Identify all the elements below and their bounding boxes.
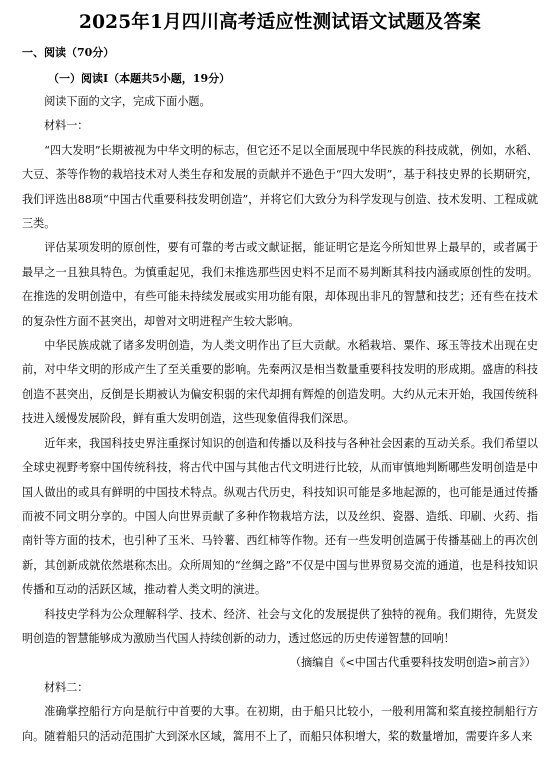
subsection-heading: （一）阅读Ⅰ（本题共5小题，19分） [48,72,231,85]
section-heading: 一、阅读（70分） [22,46,115,59]
material-two-paragraph: 准确掌控船行方向是航行中首要的大事。在初期，由于船只比较小，一般利用篙和桨直接控制船行方向。随着船只的活动范围扩大到深水区域，篙用不上了，而船只体积增大，桨的数量增加，需要许多人来 [22,705,538,743]
document-title: 2025年1月四川高考适应性测试语文试题及答案 [79,12,481,33]
material-two-label: 材料二： [44,680,89,694]
paragraph-1: “四大发明”长期被视为中华文明的标志，但它还不足以全面展现中华民族的科技成就，例如，水稻、大豆、茶等作物的栽培技术对人类生存和发展的贡献并不逊色于“四大发明”，基于科技史界的长期研究，我们评选出88项“中国古代重要科技发明创造”，并将它们大致分为科学发现与创造、技术发明、工程成就三类。 [22,143,538,231]
paragraph-4: 近年来，我国科技史界注重探讨知识的创造和传播以及科技与各种社会因素的互动关系。我们希望以全球史视野考察中国传统科技，将古代中国与其他古代文明进行比较，从而审慎地判断哪些发明创造是中国人做出的或具有鲜明的中国技术特点。纵观古代历史，科技知识可能是多地起源的，也可能是通过传播而被不同文明分享的。中国人向世界贡献了多种作物栽培方法，以及丝织、瓷器、造纸、印刷、火药、指南针等方面的技术，也引种了玉米、马铃薯、西红柿等作物。还有一些发明创造属于传播基础上的再次创新，其创新成就依然堪称杰出。众所周知的“丝绸之路”不仅是中国与世界贸易交流的通道，也是科技知识传播和互动的活跃区域，推动着人类文明的演进。 [22,436,538,597]
paragraph-5: 科技史学科为公众理解科学、技术、经济、社会与文化的发展提供了独特的视角。我们期待，先贤发明创造的智慧能够成为激励当代国人持续创新的动力，透过悠远的历史传递智慧的回响！ [22,607,538,645]
paragraph-2: 评估某项发明的原创性，要有可靠的考古或文献证据，能证明它是迄今所知世界上最早的，或者属于最早之一且独具特色。为慎重起见，我们未推选那些因史料不足而不易判断其科技内涵或原创性的发明。在推选的发明创造中，有些可能未持续发展或实用功能有限，却体现出非凡的智慧和技艺；还有些在技术的复杂性方面不甚突出，却曾对文明进程产生较大影响。 [22,241,538,328]
material-one-label: 材料一： [44,119,89,133]
source-citation: （摘编自《<中国古代重要科技发明创造>前言》） [289,656,536,670]
paragraph-3: 中华民族成就了诸多发明创造，为人类文明作出了巨大贡献。水稻栽培、粟作、琢玉等技术出现在史前，对中华文明的形成产生了至关重要的影响。先秦两汉是相当数量重要科技发明的形成期。盛唐的科技创造不甚突出，反倒是长期被认为偏安积弱的宋代却拥有辉煌的创造发明。大约从元末开始，我国传统科技进入缓慢发展阶段，鲜有重大发明创造，这些现象值得我们深思。 [22,339,538,426]
instruction-text: 阅读下面的文字，完成下面小题。 [44,95,211,108]
